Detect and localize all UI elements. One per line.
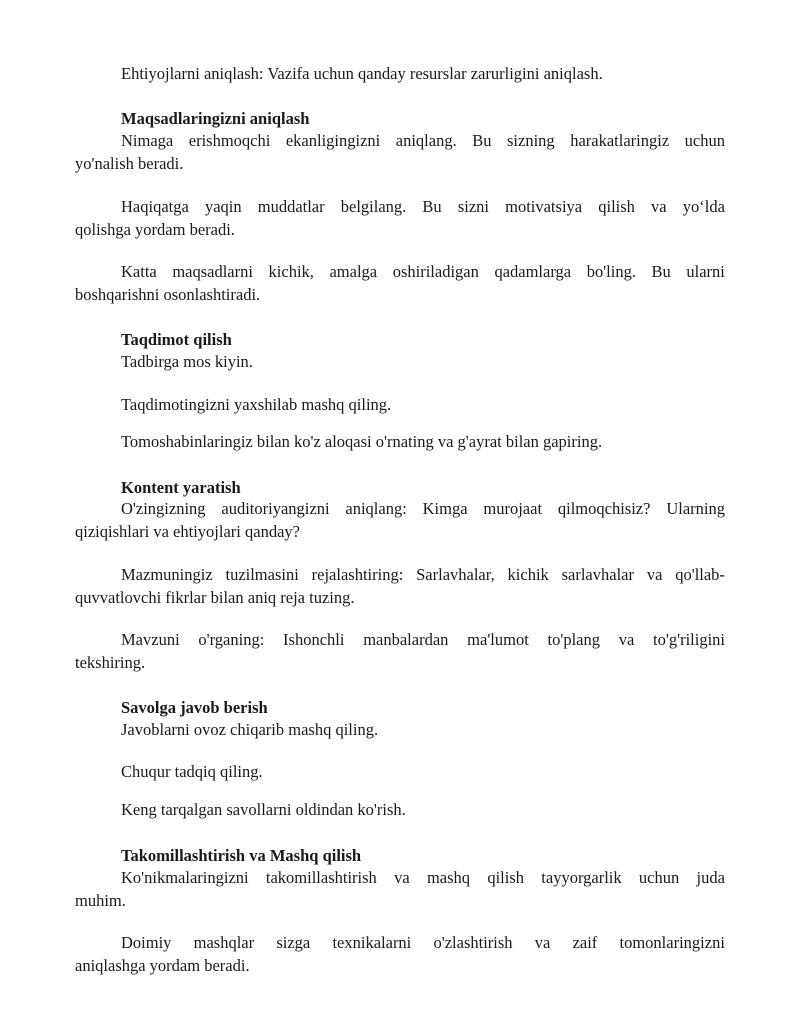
justified-line [121,497,725,521]
justified-line [121,260,725,284]
word: harakatlaringiz [570,131,670,150]
word: bo'ling. [586,262,636,281]
word: zaif [572,933,598,952]
word: o'rganing: [198,630,265,649]
word: o'zlashtirish [433,933,513,952]
word: ma'lumot [467,630,529,649]
word: Bu [472,131,492,150]
word: Mavzuni [121,630,180,649]
word: Katta [121,262,157,281]
word: Kimga [422,499,468,518]
word: muddatlar [257,197,325,216]
word: qilish [598,197,635,216]
word: sizga [276,933,311,952]
word: qilmoqchisiz? [557,499,651,518]
word: mashqlar [193,933,255,952]
word: motivatsiya [505,197,583,216]
word: qadamlarga [494,262,572,281]
word: tayyorgarlik [541,868,622,887]
document-page: Ehtiyojlarni aniqlash: Vazifa uchun qanday resurslar zarurligini aniqlash. Maqsadlaringizni aniqlash Nimaga erishmoqchi ekanligingizni aniqlang. Bu sizning harakatlaringiz uchun yo'nalish beradi. Haqiqatga yaqin muddatlar belgilang. Bu sizni motivatsiya qilish va yo‘lda qolishga yordam beradi. Katta maqsadlarni kichik, amalga oshiriladigan qadamlarga bo'ling. Bu ularni boshqarishni osonlashtiradi. Taqdimot qilish Tadbirga mos kiyin. Taqdimotingizni yaxshilab mashq qiling. Tomoshabinlaringiz bilan ko'z aloqasi o'rnating va g'ayrat bilan gapiring. Kontent yaratish O'zingizning auditoriyangizni aniqlang: Kimga murojaat qilmoqchisiz? Ularning qiziqishlari va ehtiyojlari qanday? Mazmuningiz tuzilmasini rejalashtiring: Sarlavhalar, kichik sarlavhalar va qo'llab- quvvatlovchi fikrlar bilan aniq reja tuzing. Mavzuni o'rganing: Ishonchli manbalardan ma'lumot to'plang va to'g'riligini tekshiring. Savolga javob berish Javoblarni ovoz chiqarib mashq qiling. Chuqur tadqiq qiling. Keng tarqalgan savollarni oldindan ko'rish. Takomillashtirish va Mashq qilish Ko'nikmalaringizni takomillashtirish va mashq qilish tayyorgarlik uchun juda muhim. Doimiy mashqlar sizga texnikalarni o'zlashtirish va zaif tomonlaringizni aniqlashga yordam beradi. [75,64,725,975]
word: va [651,197,667,216]
word: belgilang. [340,197,407,216]
word: takomillashtirish [265,868,377,887]
word: murojaat [483,499,543,518]
word: to'plang [547,630,600,649]
word: amalga [329,262,378,281]
word: sarlavhalar [561,565,634,584]
word: ularni [686,262,725,281]
word: yaqin [204,197,242,216]
word: Mazmuningiz [121,565,213,584]
word: Nimaga [121,131,174,150]
word: va [534,933,551,952]
word: Doimiy [121,933,172,952]
justified-line [121,129,725,153]
justified-line [121,563,725,587]
word: manbalardan [363,630,449,649]
word: uchun [638,868,680,887]
word: yo‘lda [682,197,725,216]
word: juda [696,868,725,887]
word: va [618,630,635,649]
word: aniqlang. [395,131,457,150]
word: Ishonchli [283,630,345,649]
word: va [394,868,410,887]
word: to'g'riligini [653,630,725,649]
word: qo'llab- [675,565,725,584]
word: erishmoqchi [188,131,271,150]
word: mashq [426,868,471,887]
justified-line [121,628,725,652]
word: Sarlavhalar, [416,565,495,584]
word: sizning [507,131,555,150]
justified-line [121,866,725,890]
word: texnikalarni [332,933,412,952]
word: kichik, [268,262,314,281]
justified-line [121,195,725,219]
word: Bu [651,262,671,281]
word: tuzilmasini [225,565,299,584]
word: Ko'nikmalaringizni [121,868,249,887]
justified-line [121,931,725,955]
word: ekanligingizni [285,131,381,150]
word: tomonlaringizni [619,933,725,952]
word: uchun [684,131,725,150]
word: sizni [457,197,489,216]
word: aniqlang: [345,499,407,518]
word: Ularning [666,499,725,518]
word: oshiriladigan [392,262,479,281]
word: qilish [487,868,525,887]
word: rejalashtiring: [311,565,404,584]
word: Bu [422,197,442,216]
word: auditoriyangizni [221,499,330,518]
word: kichik [507,565,549,584]
word: maqsadlarni [172,262,253,281]
word: Haqiqatga [121,197,189,216]
word: va [646,565,663,584]
word: O'zingizning [121,499,206,518]
